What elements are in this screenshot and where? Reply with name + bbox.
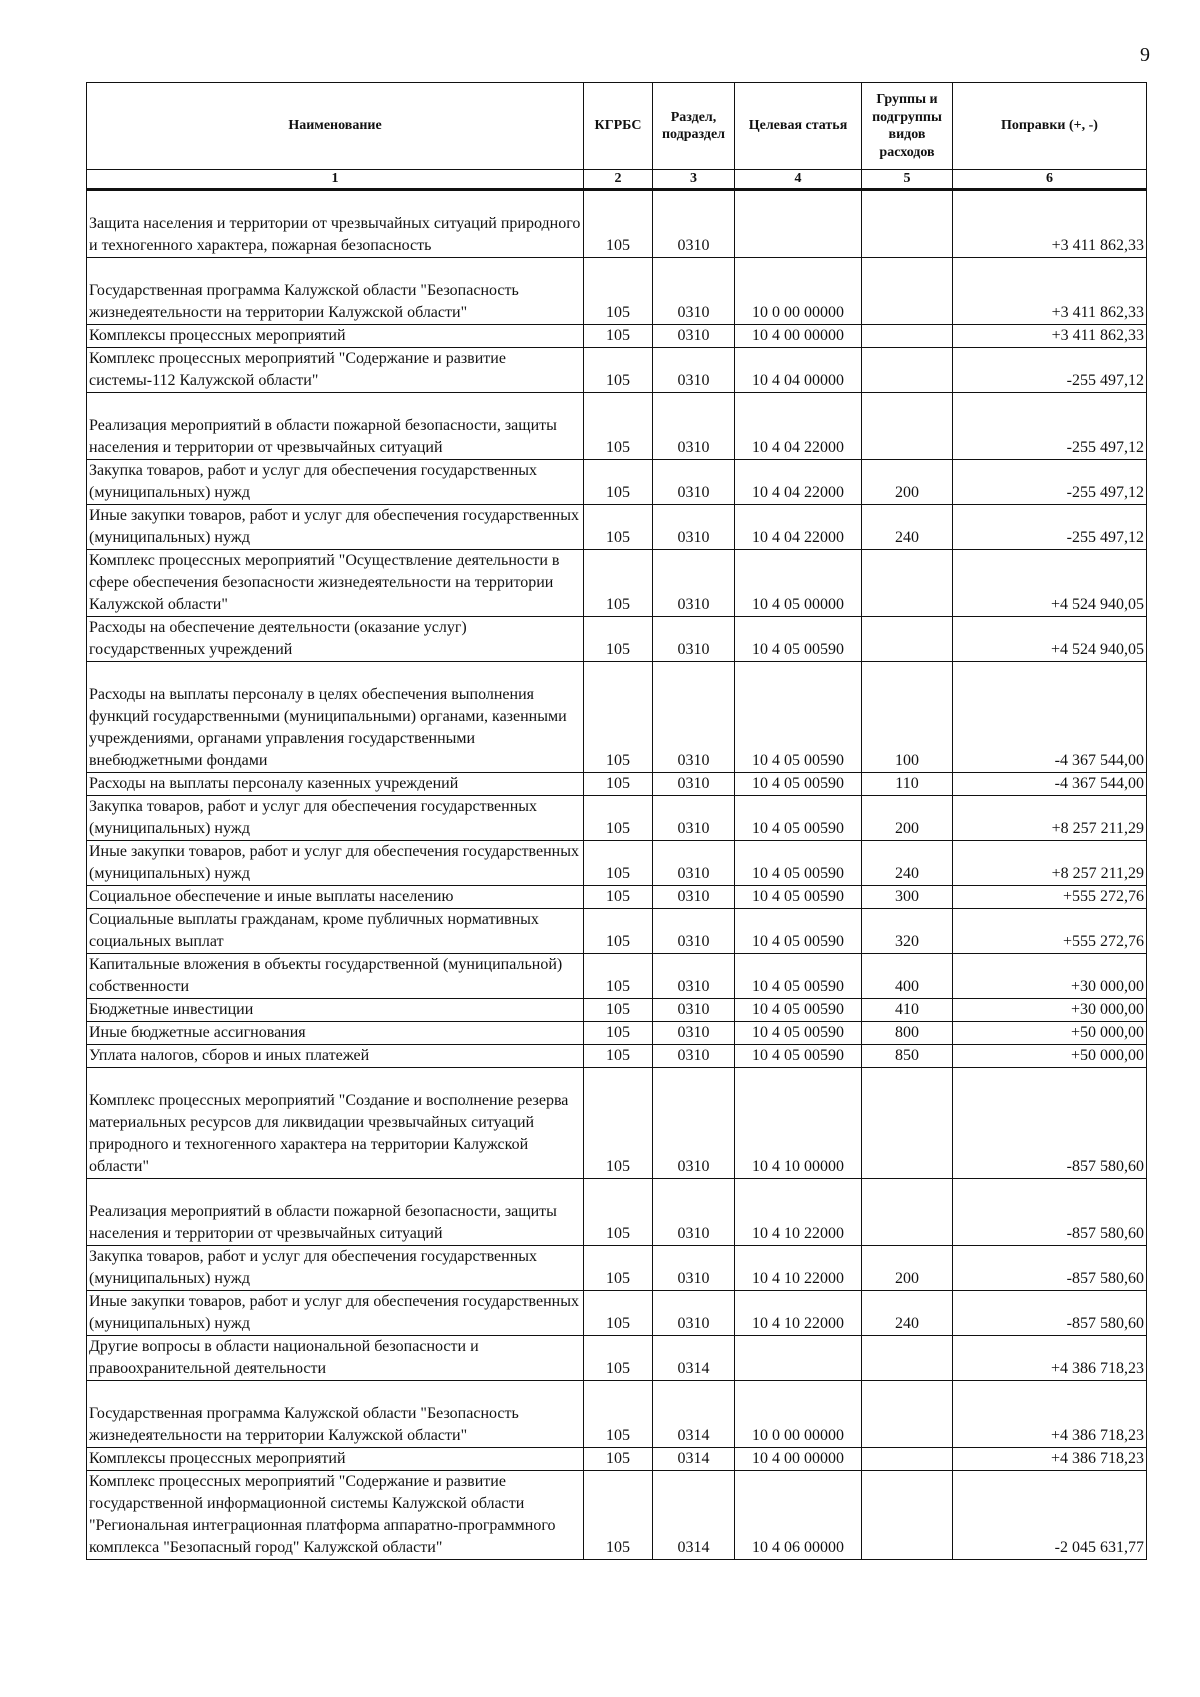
row-group-cell: 200 — [862, 460, 953, 505]
row-target-cell: 10 4 06 00000 — [735, 1471, 862, 1560]
row-kgrbs-cell: 105 — [584, 1336, 653, 1381]
row-group-cell — [862, 1336, 953, 1381]
row-name-cell: Капитальные вложения в объекты государственной (муниципальной) собственности — [87, 954, 584, 999]
table-row — [87, 954, 1147, 999]
table-row — [87, 550, 1147, 617]
row-amount-cell: +4 386 718,23 — [953, 1336, 1147, 1381]
row-section-cell: 0310 — [653, 909, 735, 954]
table-row — [87, 999, 1147, 1022]
row-section-cell: 0310 — [653, 1246, 735, 1291]
row-section-cell: 0310 — [653, 796, 735, 841]
row-target-cell: 10 4 04 22000 — [735, 460, 862, 505]
table-row — [87, 348, 1147, 393]
row-group-cell: 100 — [862, 662, 953, 773]
row-target-cell: 10 4 04 22000 — [735, 505, 862, 550]
row-group-cell — [862, 258, 953, 325]
column-number: 3 — [653, 170, 735, 190]
row-section-cell: 0310 — [653, 1045, 735, 1068]
table-row — [87, 773, 1147, 796]
row-section-cell: 0310 — [653, 393, 735, 460]
row-section-cell: 0310 — [653, 258, 735, 325]
row-target-cell: 10 4 10 00000 — [735, 1068, 862, 1179]
row-target-cell: 10 4 10 22000 — [735, 1179, 862, 1246]
header-name: Наименование — [87, 83, 584, 170]
row-name-cell: Расходы на выплаты персоналу в целях обеспечения выполнения функций государственными (муниципальными) органами, казенными учреждениями, органами управления государственными внебюджетными фондами — [87, 662, 584, 773]
row-target-cell — [735, 190, 862, 258]
row-kgrbs-cell: 105 — [584, 1068, 653, 1179]
row-section-cell: 0310 — [653, 773, 735, 796]
table-body — [87, 190, 1147, 1560]
table-row — [87, 1448, 1147, 1471]
row-amount-cell: -4 367 544,00 — [953, 773, 1147, 796]
table-row — [87, 1045, 1147, 1068]
row-target-cell: 10 4 04 00000 — [735, 348, 862, 393]
row-group-cell — [862, 325, 953, 348]
column-number: 5 — [862, 170, 953, 190]
row-name-cell: Реализация мероприятий в области пожарной безопасности, защиты населения и территории от чрезвычайных ситуаций — [87, 393, 584, 460]
row-group-cell: 200 — [862, 1246, 953, 1291]
table-row — [87, 1381, 1147, 1448]
row-section-cell: 0310 — [653, 886, 735, 909]
header-groups: Группы и подгруппы видов расходов — [862, 83, 953, 170]
row-group-cell: 400 — [862, 954, 953, 999]
row-group-cell — [862, 1381, 953, 1448]
table-row — [87, 325, 1147, 348]
row-amount-cell: -255 497,12 — [953, 460, 1147, 505]
row-group-cell — [862, 348, 953, 393]
row-amount-cell: -255 497,12 — [953, 348, 1147, 393]
row-target-cell: 10 4 05 00590 — [735, 909, 862, 954]
row-kgrbs-cell: 105 — [584, 393, 653, 460]
row-name-cell: Государственная программа Калужской области "Безопасность жизнедеятельности на территории Калужской области" — [87, 258, 584, 325]
row-name-cell: Социальное обеспечение и иные выплаты населению — [87, 886, 584, 909]
row-group-cell: 800 — [862, 1022, 953, 1045]
row-group-cell: 410 — [862, 999, 953, 1022]
row-kgrbs-cell: 105 — [584, 617, 653, 662]
row-amount-cell: -2 045 631,77 — [953, 1471, 1147, 1560]
row-kgrbs-cell: 105 — [584, 1291, 653, 1336]
row-group-cell: 240 — [862, 505, 953, 550]
row-name-cell: Иные закупки товаров, работ и услуг для обеспечения государственных (муниципальных) нужд — [87, 841, 584, 886]
table-row — [87, 1291, 1147, 1336]
row-amount-cell: -857 580,60 — [953, 1246, 1147, 1291]
table-row — [87, 909, 1147, 954]
header-section: Раздел, подраздел — [653, 83, 735, 170]
row-amount-cell: +555 272,76 — [953, 886, 1147, 909]
row-kgrbs-cell: 105 — [584, 550, 653, 617]
row-name-cell: Закупка товаров, работ и услуг для обеспечения государственных (муниципальных) нужд — [87, 460, 584, 505]
row-group-cell: 300 — [862, 886, 953, 909]
column-number: 2 — [584, 170, 653, 190]
page-number: 9 — [1140, 44, 1150, 66]
table-row — [87, 1246, 1147, 1291]
row-section-cell: 0310 — [653, 999, 735, 1022]
column-number: 6 — [953, 170, 1147, 190]
table-row — [87, 617, 1147, 662]
row-section-cell: 0310 — [653, 1068, 735, 1179]
header-kgrbs: КГРБС — [584, 83, 653, 170]
row-name-cell: Другие вопросы в области национальной безопасности и правоохранительной деятельности — [87, 1336, 584, 1381]
row-amount-cell: +50 000,00 — [953, 1022, 1147, 1045]
row-section-cell: 0314 — [653, 1336, 735, 1381]
row-section-cell: 0310 — [653, 190, 735, 258]
row-target-cell: 10 4 05 00590 — [735, 1022, 862, 1045]
row-amount-cell: +3 411 862,33 — [953, 190, 1147, 258]
row-group-cell: 240 — [862, 841, 953, 886]
row-name-cell: Государственная программа Калужской области "Безопасность жизнедеятельности на территории Калужской области" — [87, 1381, 584, 1448]
row-kgrbs-cell: 105 — [584, 796, 653, 841]
row-target-cell: 10 4 05 00590 — [735, 796, 862, 841]
row-target-cell: 10 4 05 00000 — [735, 550, 862, 617]
row-group-cell: 240 — [862, 1291, 953, 1336]
row-kgrbs-cell: 105 — [584, 505, 653, 550]
row-target-cell: 10 0 00 00000 — [735, 258, 862, 325]
row-kgrbs-cell: 105 — [584, 662, 653, 773]
row-kgrbs-cell: 105 — [584, 954, 653, 999]
row-amount-cell: -857 580,60 — [953, 1179, 1147, 1246]
table-row — [87, 1336, 1147, 1381]
header-amendments: Поправки (+, -) — [953, 83, 1147, 170]
row-amount-cell: +4 386 718,23 — [953, 1381, 1147, 1448]
row-group-cell — [862, 393, 953, 460]
row-target-cell: 10 4 05 00590 — [735, 841, 862, 886]
table-row — [87, 505, 1147, 550]
row-amount-cell: -857 580,60 — [953, 1068, 1147, 1179]
row-section-cell: 0310 — [653, 841, 735, 886]
row-name-cell: Расходы на обеспечение деятельности (оказание услуг) государственных учреждений — [87, 617, 584, 662]
table-row — [87, 1022, 1147, 1045]
row-kgrbs-cell: 105 — [584, 909, 653, 954]
row-kgrbs-cell: 105 — [584, 258, 653, 325]
table-row — [87, 1068, 1147, 1179]
row-target-cell: 10 4 05 00590 — [735, 954, 862, 999]
row-group-cell: 320 — [862, 909, 953, 954]
row-kgrbs-cell: 105 — [584, 325, 653, 348]
row-target-cell: 10 4 05 00590 — [735, 1045, 862, 1068]
row-target-cell: 10 4 05 00590 — [735, 886, 862, 909]
row-kgrbs-cell: 105 — [584, 773, 653, 796]
row-group-cell — [862, 1448, 953, 1471]
row-kgrbs-cell: 105 — [584, 460, 653, 505]
table-row — [87, 1179, 1147, 1246]
row-group-cell — [862, 617, 953, 662]
row-amount-cell: -255 497,12 — [953, 505, 1147, 550]
row-amount-cell: +3 411 862,33 — [953, 258, 1147, 325]
row-target-cell: 10 4 00 00000 — [735, 1448, 862, 1471]
row-name-cell: Бюджетные инвестиции — [87, 999, 584, 1022]
row-kgrbs-cell: 105 — [584, 348, 653, 393]
row-kgrbs-cell: 105 — [584, 1471, 653, 1560]
row-kgrbs-cell: 105 — [584, 1381, 653, 1448]
row-target-cell: 10 4 05 00590 — [735, 773, 862, 796]
row-name-cell: Комплекс процессных мероприятий "Создание и восполнение резерва материальных ресурсов для ликвидации чрезвычайных ситуаций природного и техногенного характера на территории Калужской области" — [87, 1068, 584, 1179]
row-amount-cell: +555 272,76 — [953, 909, 1147, 954]
row-name-cell: Комплекс процессных мероприятий "Осуществление деятельности в сфере обеспечения безопасности жизнедеятельности на территории Калужской области" — [87, 550, 584, 617]
table-row — [87, 1471, 1147, 1560]
row-section-cell: 0310 — [653, 460, 735, 505]
row-kgrbs-cell: 105 — [584, 1022, 653, 1045]
row-name-cell: Уплата налогов, сборов и иных платежей — [87, 1045, 584, 1068]
row-name-cell: Комплексы процессных мероприятий — [87, 1448, 584, 1471]
row-kgrbs-cell: 105 — [584, 999, 653, 1022]
row-section-cell: 0310 — [653, 348, 735, 393]
table-row — [87, 662, 1147, 773]
row-name-cell: Социальные выплаты гражданам, кроме публичных нормативных социальных выплат — [87, 909, 584, 954]
row-amount-cell: +8 257 211,29 — [953, 796, 1147, 841]
row-target-cell: 10 0 00 00000 — [735, 1381, 862, 1448]
row-group-cell — [862, 190, 953, 258]
row-group-cell — [862, 1179, 953, 1246]
row-section-cell: 0310 — [653, 1179, 735, 1246]
row-name-cell: Реализация мероприятий в области пожарной безопасности, защиты населения и территории от чрезвычайных ситуаций — [87, 1179, 584, 1246]
row-name-cell: Комплекс процессных мероприятий "Содержание и развитие системы-112 Калужской области" — [87, 348, 584, 393]
header-row — [87, 83, 1147, 170]
column-number: 4 — [735, 170, 862, 190]
column-number-row — [87, 170, 1147, 190]
table-row — [87, 460, 1147, 505]
table-row — [87, 190, 1147, 258]
row-group-cell: 110 — [862, 773, 953, 796]
row-section-cell: 0310 — [653, 1291, 735, 1336]
row-name-cell: Комплекс процессных мероприятий "Содержание и развитие государственной информационной системы Калужской области "Региональная интеграционная платформа аппаратно-программного комплекса "Безопасный город" Калужской области" — [87, 1471, 584, 1560]
row-amount-cell: +4 524 940,05 — [953, 550, 1147, 617]
row-amount-cell: -255 497,12 — [953, 393, 1147, 460]
row-group-cell — [862, 1471, 953, 1560]
row-amount-cell: +8 257 211,29 — [953, 841, 1147, 886]
row-name-cell: Иные закупки товаров, работ и услуг для обеспечения государственных (муниципальных) нужд — [87, 505, 584, 550]
table-row — [87, 258, 1147, 325]
row-kgrbs-cell: 105 — [584, 841, 653, 886]
row-name-cell: Закупка товаров, работ и услуг для обеспечения государственных (муниципальных) нужд — [87, 1246, 584, 1291]
row-name-cell: Иные закупки товаров, работ и услуг для обеспечения государственных (муниципальных) нужд — [87, 1291, 584, 1336]
row-section-cell: 0314 — [653, 1381, 735, 1448]
row-name-cell: Расходы на выплаты персоналу казенных учреждений — [87, 773, 584, 796]
row-amount-cell: +3 411 862,33 — [953, 325, 1147, 348]
row-amount-cell: +4 524 940,05 — [953, 617, 1147, 662]
row-amount-cell: -4 367 544,00 — [953, 662, 1147, 773]
row-name-cell: Закупка товаров, работ и услуг для обеспечения государственных (муниципальных) нужд — [87, 796, 584, 841]
row-amount-cell: +30 000,00 — [953, 954, 1147, 999]
row-kgrbs-cell: 105 — [584, 1246, 653, 1291]
column-number: 1 — [87, 170, 584, 190]
row-section-cell: 0310 — [653, 617, 735, 662]
row-target-cell: 10 4 05 00590 — [735, 999, 862, 1022]
row-amount-cell: +50 000,00 — [953, 1045, 1147, 1068]
budget-amendments-table — [86, 82, 1147, 1560]
row-kgrbs-cell: 105 — [584, 190, 653, 258]
row-group-cell — [862, 1068, 953, 1179]
row-section-cell: 0310 — [653, 505, 735, 550]
row-target-cell: 10 4 04 22000 — [735, 393, 862, 460]
row-section-cell: 0310 — [653, 1022, 735, 1045]
row-kgrbs-cell: 105 — [584, 1179, 653, 1246]
row-target-cell: 10 4 05 00590 — [735, 662, 862, 773]
row-section-cell: 0310 — [653, 325, 735, 348]
row-kgrbs-cell: 105 — [584, 1045, 653, 1068]
table-row — [87, 796, 1147, 841]
row-target-cell — [735, 1336, 862, 1381]
row-section-cell: 0310 — [653, 550, 735, 617]
header-target: Целевая статья — [735, 83, 862, 170]
row-amount-cell: +4 386 718,23 — [953, 1448, 1147, 1471]
row-section-cell: 0310 — [653, 662, 735, 773]
row-target-cell: 10 4 05 00590 — [735, 617, 862, 662]
row-kgrbs-cell: 105 — [584, 1448, 653, 1471]
row-name-cell: Иные бюджетные ассигнования — [87, 1022, 584, 1045]
table-row — [87, 886, 1147, 909]
row-amount-cell: -857 580,60 — [953, 1291, 1147, 1336]
row-target-cell: 10 4 10 22000 — [735, 1246, 862, 1291]
row-name-cell: Комплексы процессных мероприятий — [87, 325, 584, 348]
row-group-cell — [862, 550, 953, 617]
row-kgrbs-cell: 105 — [584, 886, 653, 909]
row-name-cell: Защита населения и территории от чрезвычайных ситуаций природного и техногенного характера, пожарная безопасность — [87, 190, 584, 258]
row-group-cell: 850 — [862, 1045, 953, 1068]
table-row — [87, 393, 1147, 460]
row-section-cell: 0314 — [653, 1448, 735, 1471]
row-section-cell: 0314 — [653, 1471, 735, 1560]
row-group-cell: 200 — [862, 796, 953, 841]
row-target-cell: 10 4 10 22000 — [735, 1291, 862, 1336]
row-target-cell: 10 4 00 00000 — [735, 325, 862, 348]
table-row — [87, 841, 1147, 886]
row-amount-cell: +30 000,00 — [953, 999, 1147, 1022]
row-section-cell: 0310 — [653, 954, 735, 999]
